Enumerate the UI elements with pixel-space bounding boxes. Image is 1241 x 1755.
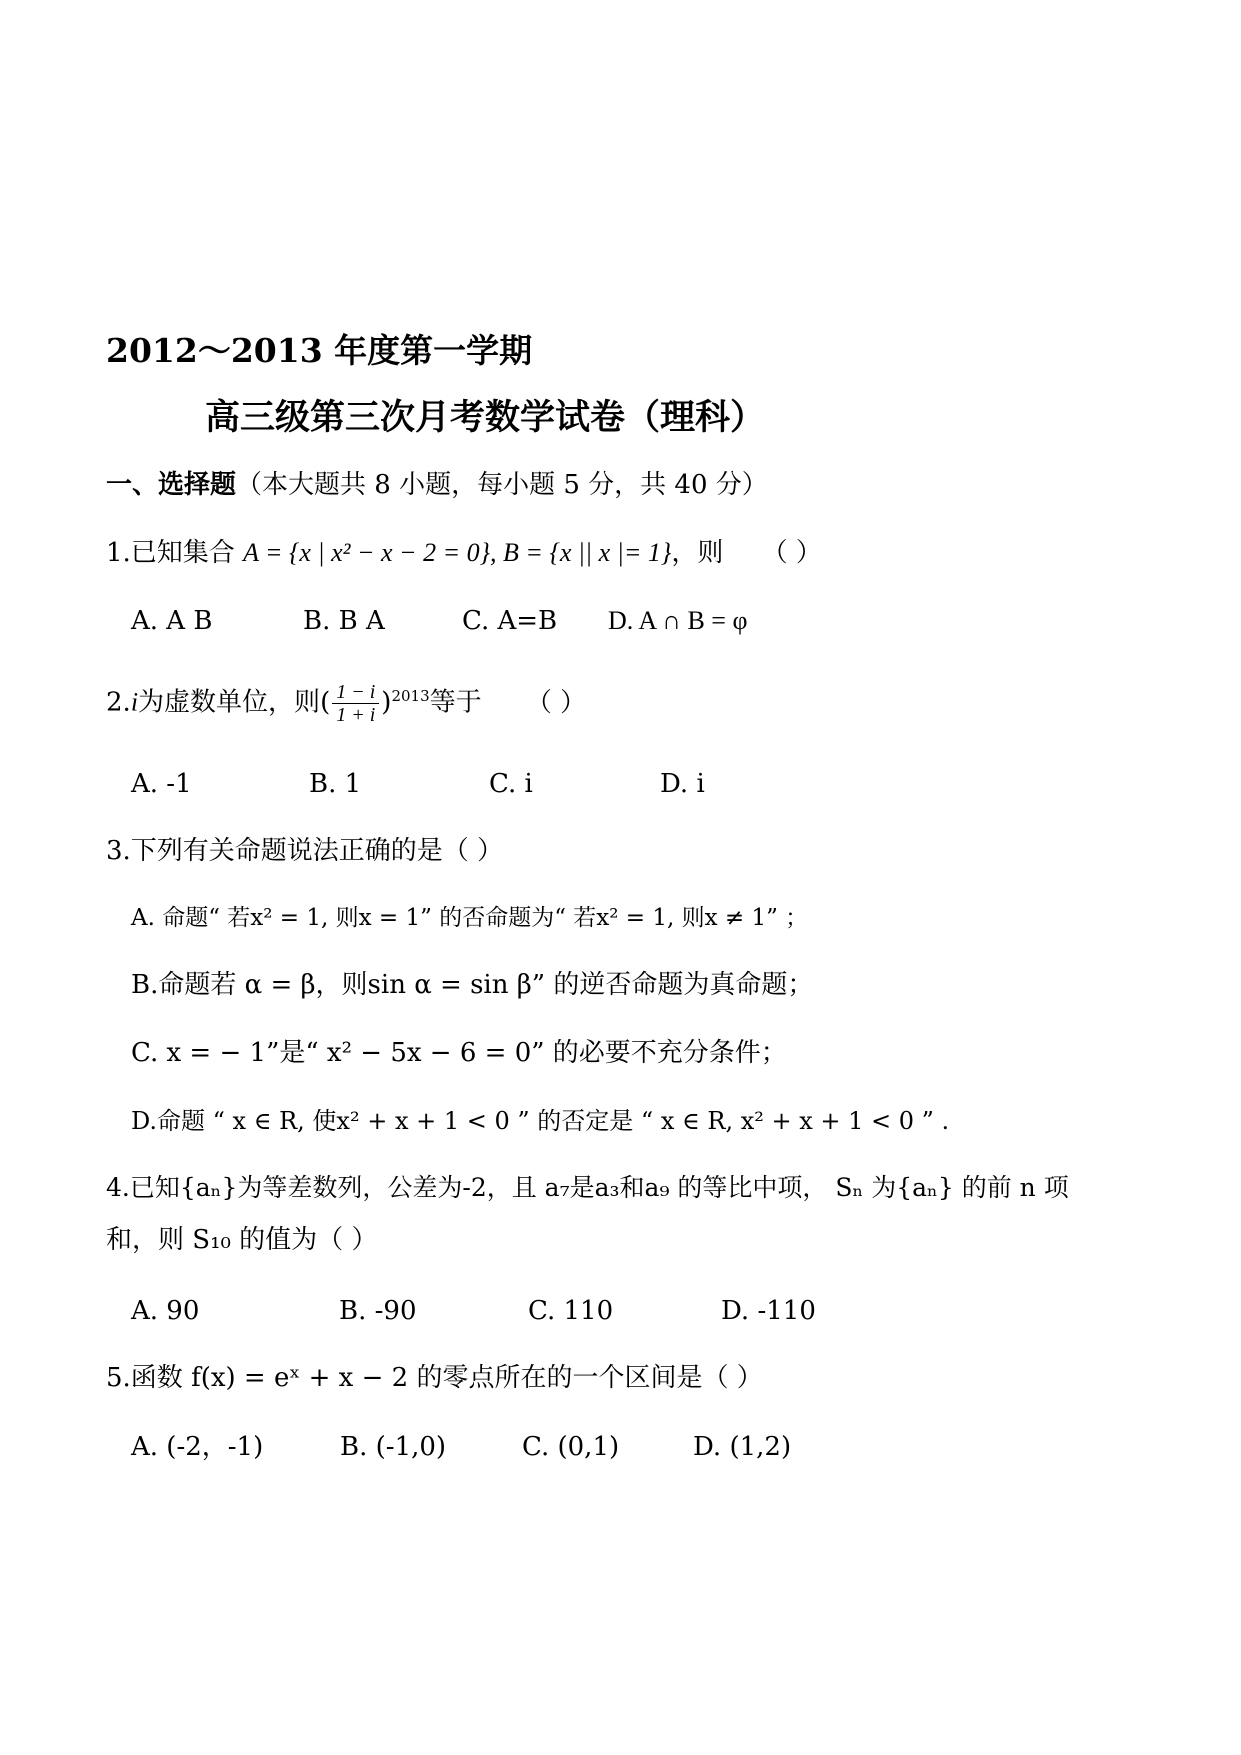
- q1-option-a: A. A B: [131, 606, 213, 636]
- q3-option-d: D.命题 “ x ∈ R, 使x² + x + 1 < 0 ” 的否定是 “ x ∈ R, x² + x + 1 < 0 ” .: [131, 1107, 950, 1135]
- q2-fraction-denominator: 1 + i: [336, 704, 376, 727]
- q1-answer-blank: （ ）: [761, 538, 822, 568]
- question-3: 3.下列有关命题说法正确的是（ ）: [106, 836, 504, 866]
- q2-i-var: i: [130, 687, 139, 717]
- question-1: [106, 537, 822, 569]
- q1-option-b: B. B A: [303, 606, 385, 636]
- q2-stem-post: 等于: [429, 687, 482, 718]
- q1-option-d: D. A ∩ B = φ: [608, 606, 748, 635]
- q4-option-b: B. -90: [339, 1296, 417, 1326]
- question-5: 5.函数 f(x) = eˣ + x − 2 的零点所在的一个区间是（ ）: [106, 1363, 763, 1393]
- q5-option-a: A. (-2，-1): [131, 1432, 264, 1462]
- section-note: （本大题共 8 小题，每小题 5 分，共 40 分）: [236, 470, 768, 500]
- q3-option-a: A. 命题“ 若x² = 1, 则x = 1” 的否命题为“ 若x² = 1, 则x ≠ 1” ；: [131, 905, 809, 931]
- q1-tail: ，则: [671, 538, 724, 568]
- q3-option-c: C. x = − 1”是“ x² − 5x − 6 = 0” 的必要不充分条件；: [131, 1038, 787, 1068]
- q2-fraction: [332, 681, 379, 726]
- question-4-line-2: 和，则 S₁₀ 的值为（ ）: [106, 1225, 378, 1255]
- q5-option-c: C. (0,1): [522, 1432, 620, 1462]
- q5-option-b: B. (-1,0): [340, 1432, 447, 1462]
- exam-term: 2012～2013 年度第一学期: [106, 331, 533, 370]
- page-title: 高三级第三次月考数学试卷（理科）: [205, 397, 766, 438]
- q1-option-c: C. A=B: [462, 606, 558, 636]
- q1-sets: A = {x | x² − x − 2 = 0}, B = {x || x |= 1}: [243, 538, 672, 567]
- q4-option-a: A. 90: [131, 1296, 200, 1326]
- section-heading: [106, 469, 768, 501]
- q2-option-b: B. 1: [309, 769, 362, 799]
- q2-option-c: C. i: [489, 769, 533, 799]
- q2-exponent: 2013: [391, 687, 430, 705]
- q2-fraction-numerator: 1 − i: [332, 681, 379, 704]
- question-4-line-1: 4.已知{aₙ}为等差数列，公差为-2，且 a₇是a₃和a₉ 的等比中项， Sₙ 为{aₙ} 的前 n 项: [106, 1173, 1069, 1202]
- q2-stem: 为虚数单位，则: [138, 687, 321, 718]
- q2-option-d: D. i: [660, 769, 705, 799]
- q4-option-c: C. 110: [528, 1296, 614, 1326]
- section-label: 一、选择题: [106, 470, 237, 500]
- q1-stem: 1.已知集合: [106, 538, 235, 568]
- q2-option-a: A. -1: [131, 769, 192, 799]
- q2-answer-blank: （ ）: [525, 687, 587, 718]
- q3-option-b: B.命题若 α = β，则sin α = sin β” 的逆否命题为真命题；: [131, 970, 814, 1000]
- q5-option-d: D. (1,2): [693, 1432, 792, 1462]
- q4-option-d: D. -110: [721, 1296, 816, 1326]
- q2-number: 2.: [106, 687, 131, 718]
- question-2: 2.i为虚数单位，则( $\frac{1 - i}{1 + i}$ )$^{2013}$等于 （ ）: [106, 681, 587, 727]
